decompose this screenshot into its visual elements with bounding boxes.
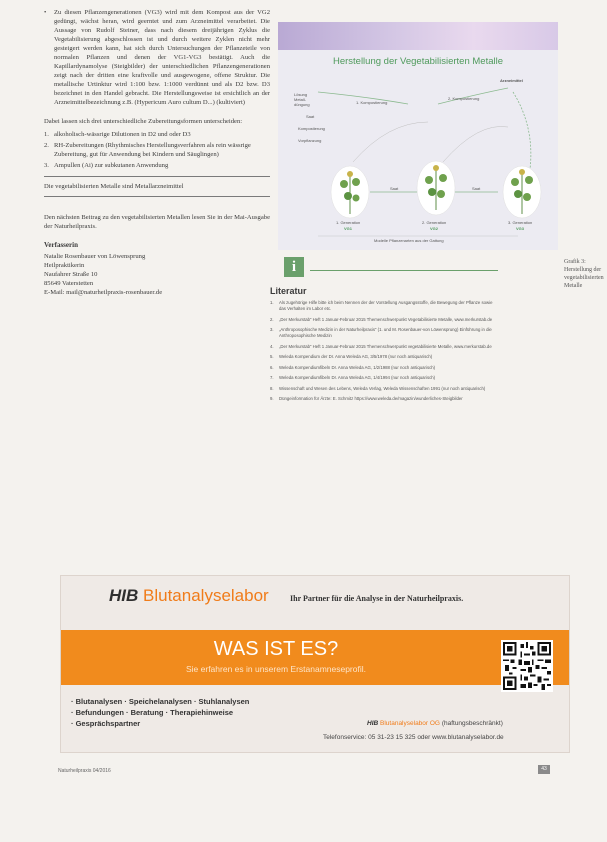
label-saat-side: Saat bbox=[306, 114, 315, 119]
list-intro: Dabei lassen sich drei unterschiedliche Zubereitungsformen unterscheiden: bbox=[44, 118, 243, 125]
label-vorpflanzung: Vorpflanzung bbox=[298, 138, 322, 143]
hib-advertisement[interactable] bbox=[60, 575, 570, 753]
literature-item: 6. Weleda Kompendiumfibeln Dr. Anna Weleda AG, 1/2/1988 (nur noch antiquarisch) bbox=[270, 364, 436, 370]
ad-logo-hib: HIB bbox=[109, 586, 139, 605]
journal-footer: Naturheilpraxis 04/2016 bbox=[58, 768, 111, 774]
label-duengung: düngung bbox=[294, 102, 310, 107]
label-kompostierung: Kompostierung bbox=[298, 126, 325, 131]
label-vg1: VG1 bbox=[344, 226, 353, 231]
label-vg2: VG2 bbox=[430, 226, 439, 231]
ad-subline: Sie erfahren es in unserem Erstanamneseprofil. bbox=[185, 664, 366, 674]
next-issue-note: Den nächsten Beitrag zu den vegetabilisierten Metallen lesen Sie in der Mai-Ausgabe der Naturheilpraxis. bbox=[44, 214, 270, 230]
label-saat-2: Saat bbox=[472, 186, 481, 191]
ad-service-line: · Gesprächspartner bbox=[71, 719, 141, 728]
label-metall: Metall- bbox=[294, 97, 307, 102]
author-heading: Verfasserin bbox=[44, 241, 78, 249]
ad-services-list bbox=[71, 696, 249, 729]
label-vg3: VG3 bbox=[516, 226, 525, 231]
literature-heading: Literatur bbox=[270, 286, 307, 296]
label-bottom: Modelle Pflanzenarten aus der Gattung bbox=[374, 238, 444, 243]
list-item: 3. Ampullen (Ai) zur subkutanen Anwendung bbox=[44, 162, 169, 169]
list-item: 1. alkoholisch-wässrige Dilutionen in D2 und oder D3 bbox=[44, 131, 191, 138]
label-gen2: 2. Generation bbox=[422, 220, 447, 225]
list-item: 2. RH-Zubereitungen (Rhythmisches Herstellungsverfahren als rein wässrige Zubereitung, gut für Anwendung bei Kindern und Säuglingen) bbox=[44, 142, 251, 158]
author-street: Naufahrer Straße 10 bbox=[44, 271, 98, 278]
ad-tagline: Ihr Partner für die Analyse in der Naturheilpraxis. bbox=[290, 594, 464, 603]
preparation-forms-list bbox=[44, 130, 270, 170]
diagram-title: Herstellung der Vegetabilisierten Metalle bbox=[332, 56, 504, 67]
literature-item: 2. „Der Merkurstab“ Heft 1 Januar-Februar 2015 Themenschwerpunkt Vegetabilisierte Metalle, www.merkurstab.de bbox=[270, 316, 493, 322]
author-name: Natalie Rosenbauer von Löwensprung bbox=[44, 253, 146, 260]
label-arzneimittel: Arzneimittel bbox=[500, 78, 523, 83]
ad-headline: WAS IST ES? bbox=[213, 638, 339, 660]
literature-item: 4. „Der Merkurstab“ Heft 1 Januar-Februar 2015 Themenschwerpunkt vegetabilisierte Metalle, www.merkurstab.de bbox=[270, 343, 492, 349]
info-icon: i bbox=[284, 257, 304, 277]
ad-service-line: · Befundungen · Beratung · Therapiehinweise bbox=[71, 708, 234, 717]
author-profession: Heilpraktikerin bbox=[44, 262, 85, 269]
literature-item: 9. Düngeinformation für Ärzte: E. Schmitz https://www.weleda.de/magazin/wunderliches-Steigbilder bbox=[270, 396, 463, 401]
ad-logo bbox=[109, 586, 269, 606]
literature-list bbox=[270, 300, 498, 407]
label-gen1: 1. Generation bbox=[336, 220, 361, 225]
label-gen3: 3. Generation bbox=[508, 220, 533, 225]
qr-code-icon[interactable] bbox=[501, 640, 553, 692]
article-left-column bbox=[44, 8, 270, 297]
info-divider bbox=[310, 270, 498, 271]
ad-service-line: · Blutanalysen · Speichelanalysen · Stuhlanalysen bbox=[71, 697, 250, 706]
literature-item: 7. Weleda Kompendiumfibeln Dr. Anna Weleda AG, 1/4/1994 (nur noch antiquarisch) bbox=[270, 375, 436, 380]
ad-contact-company: HIB Blutanalyselabor OG (haftungsbeschränkt) bbox=[367, 720, 503, 727]
label-loesung: Lösung bbox=[294, 92, 308, 97]
bullet-paragraph: • Zu diesen Pflanzengenerationen (VG3) wird mit dem Kompost aus der VG2 gedüngt, wächst heran, wird geerntet und zum Arzneimittel verarbeitet. Die Aussage von Rudolf Steiner, dass nach diesem dreijährigen Zyklus die Vegetabilisierung abgeschlossen ist und durch weitere Zyklen nicht mehr gesteigert werden kann, hat sich durch Untersuchungen der Pflanzeteile von normalen Pflanzen und denen der VG1-VG3 bestätigt. Auch die Kapillardynamolyse (Steigbilder) der unterschiedlichen Pflanzengenerationen zeigt nach der dritten eine kraftvolle und ausgewogene, offene Struktur. Die metallische Urtinktur wird 1:100 bzw. 1:1000 verdünnt und als D2 bzw. D3 bezeichnet in den Handel gebracht. Die Herstellungsweise ist ersichtlich an der Arzneimittelbezeichnung z.B. (Hypericum Auro cultum D...) (kultiviert) bbox=[44, 8, 270, 107]
label-kompost2: 2. Kompostierung bbox=[448, 96, 480, 101]
ad-logo-name: Blutanalyselabor bbox=[143, 586, 269, 605]
author-email[interactable]: E-Mail: mail@naturheilpraxis-rosenbauer.de bbox=[44, 289, 163, 296]
ad-header bbox=[61, 576, 569, 630]
literature-item: 8. Wissenschaft und Wesen des Lebens, Weleda Verlag, Weleda Wissenschaften 1991 (nur noch antiquarisch) bbox=[270, 385, 486, 391]
diagram-drawing bbox=[278, 22, 558, 250]
plant-gen1 bbox=[331, 166, 369, 218]
literature-item: 1. Als zugehörige Hilfe bitte ich beim Nennen der der Vorstellung Ausgangsstoffe, die Bewegung der Pflanze sowie das Verhalten im Labor etc. bbox=[270, 300, 493, 311]
ad-banner bbox=[61, 630, 569, 685]
literature-item: 5. Weleda Kompendium der Dr. Anna Weleda AG, 3/5/1978 (nur noch antiquarisch) bbox=[270, 354, 433, 359]
production-diagram bbox=[278, 22, 558, 250]
literature-item: 3. „Anthroposophische Medizin in der Naturheilpraxis“ (1. und M. Rosenbauer-von Löwensprung) Einführung in die Anthroposophische Medizin bbox=[270, 327, 492, 338]
plant-gen3 bbox=[503, 166, 541, 218]
label-saat-1: Saat bbox=[390, 186, 399, 191]
label-kompost1: 1. Kompostierung bbox=[356, 100, 388, 105]
page-number: 43 bbox=[538, 765, 550, 774]
ad-phone-website[interactable]: Telefonservice: 05 31-23 15 325 oder www.blutanalyselabor.de bbox=[323, 734, 504, 741]
info-header bbox=[284, 257, 500, 279]
highlight-statement: Die vegetabilisierten Metalle sind Metallarzneimittel bbox=[44, 176, 270, 197]
plant-gen2 bbox=[417, 161, 455, 215]
figure-caption: Grafik 3: Herstellung der vegetabilisierten Metalle bbox=[564, 259, 604, 289]
author-city: 85649 Vaterstetten bbox=[44, 280, 94, 287]
